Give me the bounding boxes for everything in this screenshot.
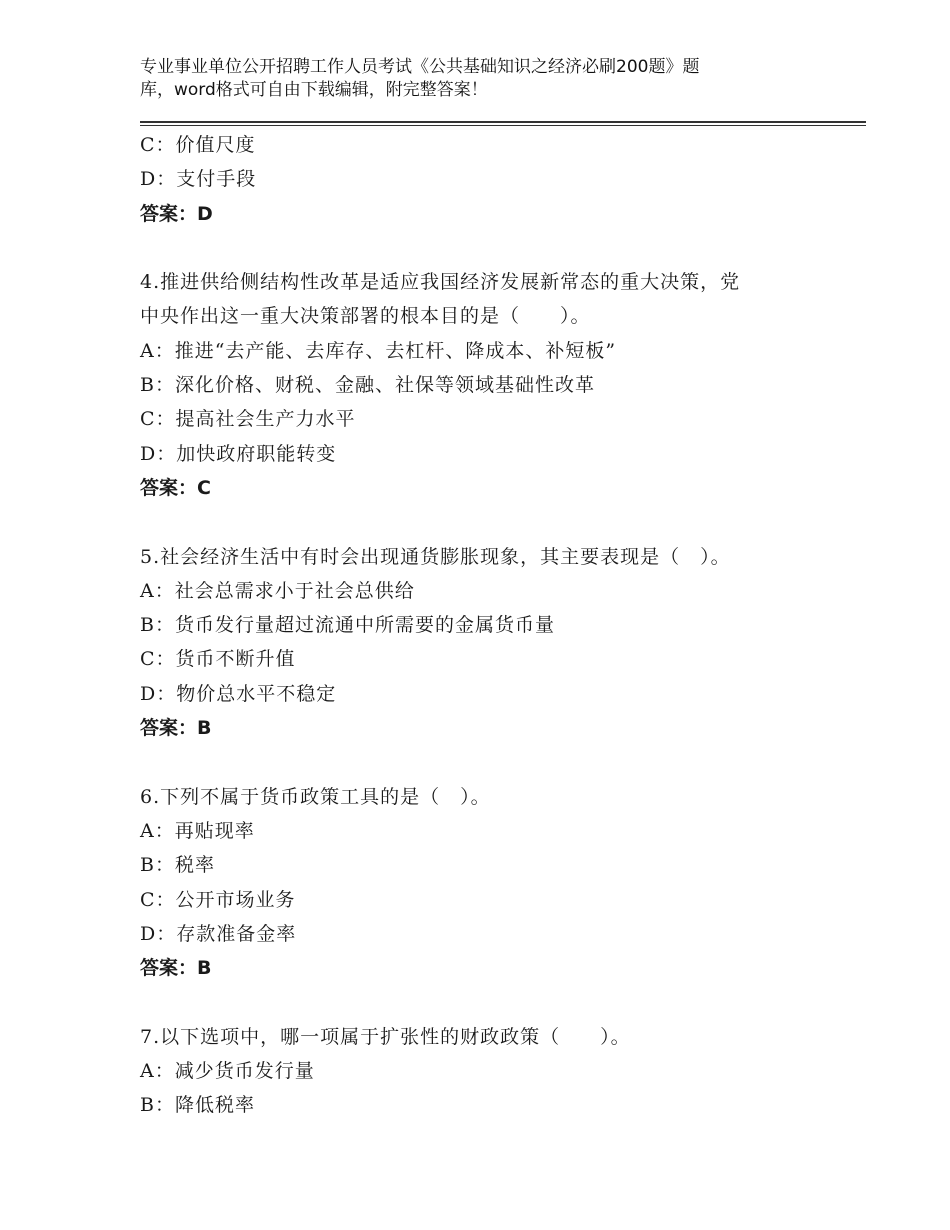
option-c: C：提高社会生产力水平 — [140, 408, 356, 431]
option-c: C：货币不断升值 — [140, 648, 296, 671]
option-b: B：货币发行量超过流通中所需要的金属货币量 — [140, 614, 555, 637]
block-spacer — [140, 231, 840, 265]
question-block-4 — [140, 265, 840, 505]
block-spacer — [140, 985, 840, 1019]
question-block-7 — [140, 1020, 840, 1123]
question-text-line-1: 4.推进供给侧结构性改革是适应我国经济发展新常态的重大决策，党 — [140, 271, 741, 294]
question-text-line-1: 7.以下选项中，哪一项属于扩张性的财政政策（ ）。 — [140, 1025, 631, 1048]
block-spacer — [140, 745, 840, 779]
question-block-5 — [140, 540, 840, 746]
block-spacer — [140, 505, 840, 539]
option-d: D：加快政府职能转变 — [140, 442, 337, 465]
header-title-line-2: 库，word格式可自由下载编辑，附完整答案！ — [140, 80, 488, 100]
option-b: B：降低税率 — [140, 1094, 255, 1117]
option-a: A：推进“去产能、去库存、去杠杆、降成本、补短板” — [140, 339, 617, 362]
header-title-line-1: 专业事业单位公开招聘工作人员考试《公共基础知识之经济必刷200题》题 — [140, 57, 700, 77]
option-a: A：减少货币发行量 — [140, 1060, 315, 1083]
question-list — [140, 128, 840, 1123]
answer-line: 答案：B — [140, 717, 212, 740]
option-b: B：深化价格、财税、金融、社保等领域基础性改革 — [140, 374, 595, 397]
answer-line: 答案：B — [140, 957, 212, 980]
question-text-line-1: 5.社会经济生活中有时会出现通货膨胀现象，其主要表现是（ ）。 — [140, 545, 731, 568]
answer-line: 答案：D — [140, 202, 213, 225]
option-b: B：税率 — [140, 854, 215, 877]
option-c: C：价值尺度 — [140, 134, 256, 156]
option-d: D：物价总水平不稳定 — [140, 682, 337, 705]
header-divider-thin — [140, 125, 866, 126]
question-block-3 — [140, 128, 840, 231]
question-text-line-1: 6.下列不属于货币政策工具的是（ ）。 — [140, 785, 491, 808]
option-c: C：公开市场业务 — [140, 888, 296, 911]
document-header — [140, 56, 780, 102]
option-a: A：社会总需求小于社会总供给 — [140, 579, 415, 602]
option-d: D：存款准备金率 — [140, 922, 297, 945]
option-a: A：再贴现率 — [140, 819, 255, 842]
question-block-6 — [140, 780, 840, 986]
option-d: D：支付手段 — [140, 168, 257, 191]
header-divider-thick — [140, 121, 866, 123]
answer-line: 答案：C — [140, 476, 211, 499]
question-text-line-2: 中央作出这一重大决策部署的根本目的是（ ）。 — [140, 305, 591, 328]
